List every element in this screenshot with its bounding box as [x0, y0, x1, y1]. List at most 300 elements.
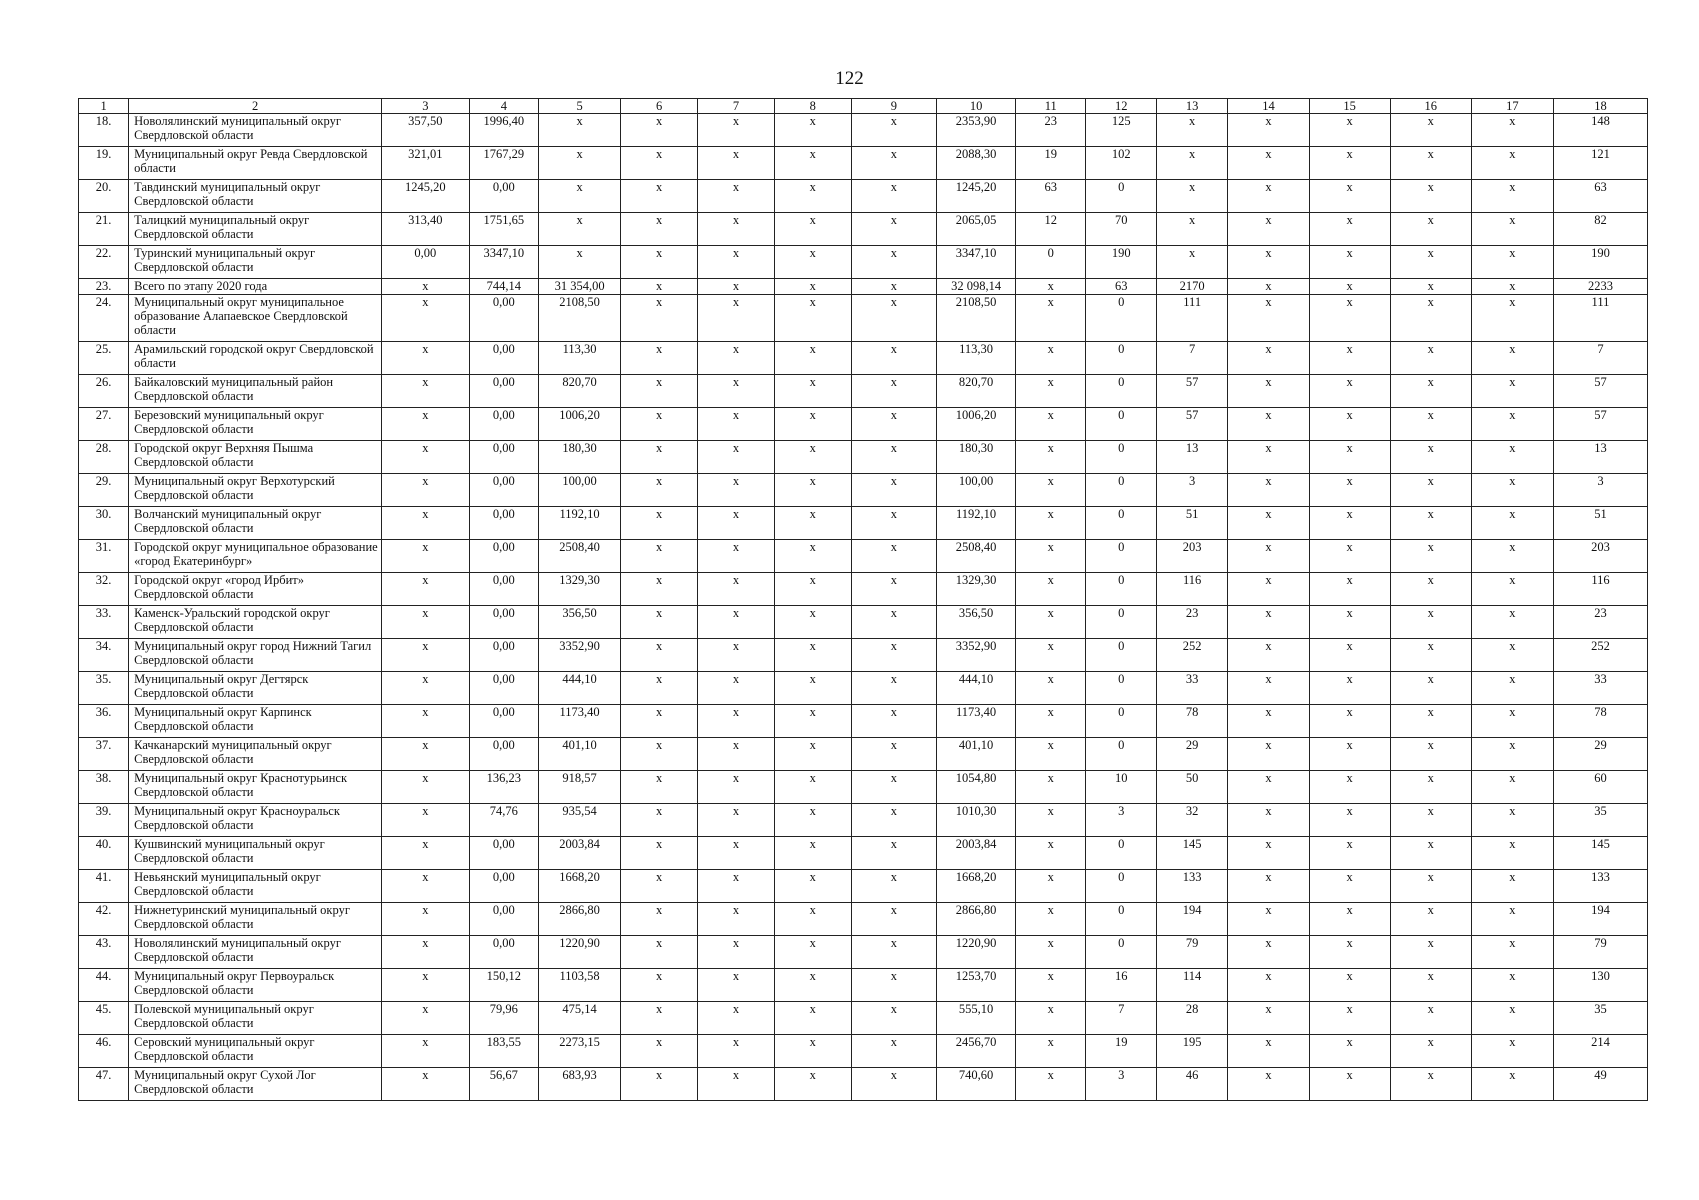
column-8-cell: x	[774, 180, 851, 213]
column-3-cell: x	[382, 738, 470, 771]
column-5-cell: 1103,58	[539, 969, 621, 1002]
column-4-cell: 0,00	[469, 639, 538, 672]
column-14-cell: x	[1228, 573, 1309, 606]
column-4-cell: 0,00	[469, 342, 538, 375]
column-11-cell: x	[1016, 540, 1086, 573]
column-11-cell: x	[1016, 837, 1086, 870]
column-9-cell: x	[851, 441, 936, 474]
column-13-cell: x	[1156, 213, 1228, 246]
municipality-name-cell: Городской округ Верхняя Пышма Свердловской области	[129, 441, 382, 474]
column-17-cell: x	[1471, 342, 1553, 375]
column-13-cell: 114	[1156, 969, 1228, 1002]
column-10-cell: 1668,20	[937, 870, 1016, 903]
column-9-cell: x	[851, 870, 936, 903]
column-10-cell: 1010,30	[937, 804, 1016, 837]
column-11-cell: x	[1016, 936, 1086, 969]
column-15-cell: x	[1309, 1002, 1390, 1035]
column-16-cell: x	[1390, 771, 1471, 804]
column-12-cell: 0	[1086, 295, 1156, 342]
row-number-cell: 43.	[79, 936, 129, 969]
column-14-cell: x	[1228, 969, 1309, 1002]
table-row	[79, 279, 1648, 295]
column-10-cell: 356,50	[937, 606, 1016, 639]
header-cell: 1	[79, 99, 129, 114]
column-8-cell: x	[774, 1035, 851, 1068]
column-5-cell: 100,00	[539, 474, 621, 507]
row-number-cell: 22.	[79, 246, 129, 279]
column-12-cell: 0	[1086, 342, 1156, 375]
column-3-cell: x	[382, 408, 470, 441]
column-18-cell: 194	[1553, 903, 1647, 936]
table-row	[79, 375, 1648, 408]
column-9-cell: x	[851, 246, 936, 279]
column-16-cell: x	[1390, 507, 1471, 540]
column-11-cell: x	[1016, 507, 1086, 540]
column-17-cell: x	[1471, 474, 1553, 507]
column-4-cell: 744,14	[469, 279, 538, 295]
column-3-cell: x	[382, 804, 470, 837]
column-9-cell: x	[851, 573, 936, 606]
column-12-cell: 3	[1086, 804, 1156, 837]
column-4-cell: 0,00	[469, 672, 538, 705]
column-5-cell: x	[539, 114, 621, 147]
column-7-cell: x	[698, 672, 775, 705]
row-number-cell: 39.	[79, 804, 129, 837]
column-16-cell: x	[1390, 408, 1471, 441]
column-9-cell: x	[851, 1068, 936, 1101]
row-number-cell: 24.	[79, 295, 129, 342]
column-8-cell: x	[774, 639, 851, 672]
column-7-cell: x	[698, 507, 775, 540]
column-10-cell: 2353,90	[937, 114, 1016, 147]
column-12-cell: 0	[1086, 408, 1156, 441]
column-12-cell: 16	[1086, 969, 1156, 1002]
column-5-cell: 1329,30	[539, 573, 621, 606]
column-8-cell: x	[774, 507, 851, 540]
column-5-cell: 918,57	[539, 771, 621, 804]
column-12-cell: 0	[1086, 375, 1156, 408]
column-16-cell: x	[1390, 903, 1471, 936]
column-14-cell: x	[1228, 375, 1309, 408]
column-10-cell: 1006,20	[937, 408, 1016, 441]
column-16-cell: x	[1390, 606, 1471, 639]
column-7-cell: x	[698, 180, 775, 213]
column-17-cell: x	[1471, 639, 1553, 672]
column-5-cell: 1173,40	[539, 705, 621, 738]
column-15-cell: x	[1309, 507, 1390, 540]
table-row	[79, 441, 1648, 474]
row-number-cell: 26.	[79, 375, 129, 408]
row-number-cell: 35.	[79, 672, 129, 705]
header-cell: 9	[851, 99, 936, 114]
column-18-cell: 82	[1553, 213, 1647, 246]
column-14-cell: x	[1228, 1068, 1309, 1101]
column-14-cell: x	[1228, 441, 1309, 474]
column-16-cell: x	[1390, 936, 1471, 969]
column-14-cell: x	[1228, 213, 1309, 246]
column-5-cell: 1192,10	[539, 507, 621, 540]
column-9-cell: x	[851, 606, 936, 639]
municipality-name-cell: Березовский муниципальный округ Свердловской области	[129, 408, 382, 441]
column-18-cell: 78	[1553, 705, 1647, 738]
column-7-cell: x	[698, 441, 775, 474]
column-3-cell: x	[382, 672, 470, 705]
column-17-cell: x	[1471, 936, 1553, 969]
column-4-cell: 0,00	[469, 837, 538, 870]
column-16-cell: x	[1390, 672, 1471, 705]
row-number-cell: 46.	[79, 1035, 129, 1068]
table-row	[79, 180, 1648, 213]
column-12-cell: 0	[1086, 837, 1156, 870]
column-4-cell: 1751,65	[469, 213, 538, 246]
column-4-cell: 0,00	[469, 295, 538, 342]
row-number-cell: 32.	[79, 573, 129, 606]
column-3-cell: x	[382, 540, 470, 573]
column-13-cell: 203	[1156, 540, 1228, 573]
column-4-cell: 0,00	[469, 936, 538, 969]
column-13-cell: 111	[1156, 295, 1228, 342]
column-4-cell: 136,23	[469, 771, 538, 804]
table-row	[79, 969, 1648, 1002]
column-4-cell: 0,00	[469, 606, 538, 639]
column-5-cell: 475,14	[539, 1002, 621, 1035]
column-11-cell: 63	[1016, 180, 1086, 213]
column-14-cell: x	[1228, 804, 1309, 837]
column-13-cell: 51	[1156, 507, 1228, 540]
municipality-name-cell: Полевской муниципальный округ Свердловской области	[129, 1002, 382, 1035]
header-cell: 18	[1553, 99, 1647, 114]
column-18-cell: 133	[1553, 870, 1647, 903]
column-9-cell: x	[851, 279, 936, 295]
column-11-cell: x	[1016, 705, 1086, 738]
column-7-cell: x	[698, 639, 775, 672]
column-9-cell: x	[851, 213, 936, 246]
municipality-name-cell: Каменск-Уральский городской округ Свердловской области	[129, 606, 382, 639]
municipality-name-cell: Муниципальный округ Сухой Лог Свердловской области	[129, 1068, 382, 1101]
municipality-name-cell: Кушвинский муниципальный округ Свердловской области	[129, 837, 382, 870]
column-14-cell: x	[1228, 639, 1309, 672]
column-10-cell: 2108,50	[937, 295, 1016, 342]
column-8-cell: x	[774, 936, 851, 969]
municipality-name-cell: Муниципальный округ Дегтярск Свердловской области	[129, 672, 382, 705]
column-13-cell: x	[1156, 180, 1228, 213]
row-number-cell: 29.	[79, 474, 129, 507]
column-16-cell: x	[1390, 375, 1471, 408]
table-row	[79, 408, 1648, 441]
column-12-cell: 0	[1086, 606, 1156, 639]
column-4-cell: 0,00	[469, 375, 538, 408]
column-5-cell: 1668,20	[539, 870, 621, 903]
column-10-cell: 2866,80	[937, 903, 1016, 936]
column-10-cell: 820,70	[937, 375, 1016, 408]
column-5-cell: 683,93	[539, 1068, 621, 1101]
column-14-cell: x	[1228, 606, 1309, 639]
column-10-cell: 113,30	[937, 342, 1016, 375]
column-7-cell: x	[698, 295, 775, 342]
column-7-cell: x	[698, 540, 775, 573]
column-14-cell: x	[1228, 114, 1309, 147]
column-5-cell: 2866,80	[539, 903, 621, 936]
column-17-cell: x	[1471, 1068, 1553, 1101]
column-17-cell: x	[1471, 804, 1553, 837]
column-10-cell: 2456,70	[937, 1035, 1016, 1068]
column-3-cell: x	[382, 969, 470, 1002]
column-17-cell: x	[1471, 540, 1553, 573]
table-row	[79, 246, 1648, 279]
table-row	[79, 738, 1648, 771]
column-4-cell: 1996,40	[469, 114, 538, 147]
column-7-cell: x	[698, 279, 775, 295]
municipality-name-cell: Серовский муниципальный округ Свердловской области	[129, 1035, 382, 1068]
column-7-cell: x	[698, 408, 775, 441]
column-18-cell: 60	[1553, 771, 1647, 804]
column-16-cell: x	[1390, 969, 1471, 1002]
column-11-cell: x	[1016, 295, 1086, 342]
column-14-cell: x	[1228, 837, 1309, 870]
table-row	[79, 606, 1648, 639]
column-16-cell: x	[1390, 705, 1471, 738]
column-6-cell: x	[621, 507, 698, 540]
column-5-cell: 2273,15	[539, 1035, 621, 1068]
column-5-cell: x	[539, 246, 621, 279]
column-13-cell: 33	[1156, 672, 1228, 705]
row-number-cell: 19.	[79, 147, 129, 180]
column-11-cell: 12	[1016, 213, 1086, 246]
column-11-cell: x	[1016, 408, 1086, 441]
column-3-cell: x	[382, 474, 470, 507]
column-12-cell: 7	[1086, 1002, 1156, 1035]
column-14-cell: x	[1228, 246, 1309, 279]
row-number-cell: 44.	[79, 969, 129, 1002]
column-18-cell: 33	[1553, 672, 1647, 705]
column-7-cell: x	[698, 705, 775, 738]
column-5-cell: 356,50	[539, 606, 621, 639]
column-15-cell: x	[1309, 408, 1390, 441]
column-6-cell: x	[621, 639, 698, 672]
column-13-cell: 23	[1156, 606, 1228, 639]
column-4-cell: 0,00	[469, 573, 538, 606]
column-17-cell: x	[1471, 837, 1553, 870]
column-14-cell: x	[1228, 870, 1309, 903]
column-16-cell: x	[1390, 738, 1471, 771]
table-row	[79, 295, 1648, 342]
column-14-cell: x	[1228, 408, 1309, 441]
column-11-cell: 23	[1016, 114, 1086, 147]
column-18-cell: 23	[1553, 606, 1647, 639]
header-cell: 12	[1086, 99, 1156, 114]
column-10-cell: 2003,84	[937, 837, 1016, 870]
column-13-cell: 32	[1156, 804, 1228, 837]
column-11-cell: x	[1016, 1002, 1086, 1035]
column-4-cell: 0,00	[469, 408, 538, 441]
municipality-name-cell: Муниципальный округ город Нижний Тагил Свердловской области	[129, 639, 382, 672]
column-18-cell: 57	[1553, 408, 1647, 441]
table-row	[79, 936, 1648, 969]
column-7-cell: x	[698, 903, 775, 936]
column-9-cell: x	[851, 408, 936, 441]
column-6-cell: x	[621, 1002, 698, 1035]
municipality-name-cell: Волчанский муниципальный округ Свердловской области	[129, 507, 382, 540]
column-9-cell: x	[851, 114, 936, 147]
column-15-cell: x	[1309, 279, 1390, 295]
column-16-cell: x	[1390, 1068, 1471, 1101]
row-number-cell: 21.	[79, 213, 129, 246]
column-6-cell: x	[621, 1068, 698, 1101]
column-7-cell: x	[698, 1068, 775, 1101]
column-5-cell: 935,54	[539, 804, 621, 837]
column-16-cell: x	[1390, 870, 1471, 903]
column-4-cell: 3347,10	[469, 246, 538, 279]
column-8-cell: x	[774, 375, 851, 408]
column-4-cell: 74,76	[469, 804, 538, 837]
column-6-cell: x	[621, 771, 698, 804]
column-12-cell: 0	[1086, 441, 1156, 474]
table-row	[79, 474, 1648, 507]
column-5-cell: 113,30	[539, 342, 621, 375]
column-15-cell: x	[1309, 375, 1390, 408]
column-17-cell: x	[1471, 114, 1553, 147]
column-3-cell: x	[382, 903, 470, 936]
column-11-cell: 19	[1016, 147, 1086, 180]
column-6-cell: x	[621, 573, 698, 606]
column-9-cell: x	[851, 804, 936, 837]
column-8-cell: x	[774, 837, 851, 870]
column-11-cell: x	[1016, 474, 1086, 507]
column-17-cell: x	[1471, 606, 1553, 639]
column-11-cell: x	[1016, 441, 1086, 474]
column-8-cell: x	[774, 147, 851, 180]
column-6-cell: x	[621, 705, 698, 738]
column-15-cell: x	[1309, 606, 1390, 639]
municipality-name-cell: Городской округ муниципальное образование «город Екатеринбург»	[129, 540, 382, 573]
column-4-cell: 150,12	[469, 969, 538, 1002]
column-17-cell: x	[1471, 903, 1553, 936]
column-9-cell: x	[851, 771, 936, 804]
municipality-name-cell: Муниципальный округ муниципальное образование Алапаевское Свердловской области	[129, 295, 382, 342]
column-14-cell: x	[1228, 342, 1309, 375]
municipality-name-cell: Качканарский муниципальный округ Свердловской области	[129, 738, 382, 771]
column-8-cell: x	[774, 408, 851, 441]
column-17-cell: x	[1471, 738, 1553, 771]
column-4-cell: 0,00	[469, 705, 538, 738]
column-16-cell: x	[1390, 246, 1471, 279]
table-row	[79, 804, 1648, 837]
column-16-cell: x	[1390, 837, 1471, 870]
column-18-cell: 79	[1553, 936, 1647, 969]
column-17-cell: x	[1471, 295, 1553, 342]
column-3-cell: x	[382, 606, 470, 639]
column-3-cell: 357,50	[382, 114, 470, 147]
column-3-cell: x	[382, 870, 470, 903]
column-16-cell: x	[1390, 213, 1471, 246]
column-6-cell: x	[621, 606, 698, 639]
column-3-cell: x	[382, 507, 470, 540]
column-16-cell: x	[1390, 295, 1471, 342]
table-row	[79, 1035, 1648, 1068]
column-4-cell: 0,00	[469, 474, 538, 507]
column-7-cell: x	[698, 573, 775, 606]
column-12-cell: 102	[1086, 147, 1156, 180]
header-cell: 11	[1016, 99, 1086, 114]
column-6-cell: x	[621, 738, 698, 771]
column-7-cell: x	[698, 870, 775, 903]
header-cell: 15	[1309, 99, 1390, 114]
column-15-cell: x	[1309, 573, 1390, 606]
column-11-cell: x	[1016, 279, 1086, 295]
column-10-cell: 444,10	[937, 672, 1016, 705]
column-15-cell: x	[1309, 738, 1390, 771]
page-number: 122	[835, 68, 864, 89]
column-12-cell: 125	[1086, 114, 1156, 147]
column-3-cell: x	[382, 295, 470, 342]
column-3-cell: 321,01	[382, 147, 470, 180]
column-8-cell: x	[774, 672, 851, 705]
column-7-cell: x	[698, 474, 775, 507]
column-18-cell: 13	[1553, 441, 1647, 474]
column-9-cell: x	[851, 180, 936, 213]
column-17-cell: x	[1471, 441, 1553, 474]
column-15-cell: x	[1309, 147, 1390, 180]
column-3-cell: x	[382, 1068, 470, 1101]
header-cell: 10	[937, 99, 1016, 114]
column-8-cell: x	[774, 738, 851, 771]
row-number-cell: 40.	[79, 837, 129, 870]
municipality-name-cell: Муниципальный округ Верхотурский Свердловской области	[129, 474, 382, 507]
municipality-name-cell: Нижнетуринский муниципальный округ Свердловской области	[129, 903, 382, 936]
row-number-cell: 37.	[79, 738, 129, 771]
column-6-cell: x	[621, 114, 698, 147]
column-6-cell: x	[621, 441, 698, 474]
column-18-cell: 57	[1553, 375, 1647, 408]
column-16-cell: x	[1390, 147, 1471, 180]
column-13-cell: 7	[1156, 342, 1228, 375]
column-6-cell: x	[621, 903, 698, 936]
column-3-cell: x	[382, 837, 470, 870]
column-14-cell: x	[1228, 1035, 1309, 1068]
table-row	[79, 147, 1648, 180]
column-12-cell: 3	[1086, 1068, 1156, 1101]
column-6-cell: x	[621, 804, 698, 837]
column-17-cell: x	[1471, 969, 1553, 1002]
column-13-cell: 133	[1156, 870, 1228, 903]
row-number-cell: 36.	[79, 705, 129, 738]
column-8-cell: x	[774, 540, 851, 573]
column-17-cell: x	[1471, 507, 1553, 540]
column-7-cell: x	[698, 606, 775, 639]
column-5-cell: x	[539, 213, 621, 246]
column-9-cell: x	[851, 672, 936, 705]
column-7-cell: x	[698, 1035, 775, 1068]
column-13-cell: 252	[1156, 639, 1228, 672]
column-12-cell: 0	[1086, 639, 1156, 672]
column-4-cell: 56,67	[469, 1068, 538, 1101]
column-7-cell: x	[698, 837, 775, 870]
municipality-name-cell: Невьянский муниципальный округ Свердловской области	[129, 870, 382, 903]
column-6-cell: x	[621, 540, 698, 573]
column-4-cell: 79,96	[469, 1002, 538, 1035]
row-number-cell: 20.	[79, 180, 129, 213]
column-11-cell: x	[1016, 672, 1086, 705]
row-number-cell: 42.	[79, 903, 129, 936]
column-6-cell: x	[621, 147, 698, 180]
header-row	[79, 99, 1648, 114]
column-14-cell: x	[1228, 295, 1309, 342]
column-6-cell: x	[621, 969, 698, 1002]
column-11-cell: x	[1016, 738, 1086, 771]
column-10-cell: 32 098,14	[937, 279, 1016, 295]
column-4-cell: 0,00	[469, 180, 538, 213]
column-3-cell: x	[382, 705, 470, 738]
